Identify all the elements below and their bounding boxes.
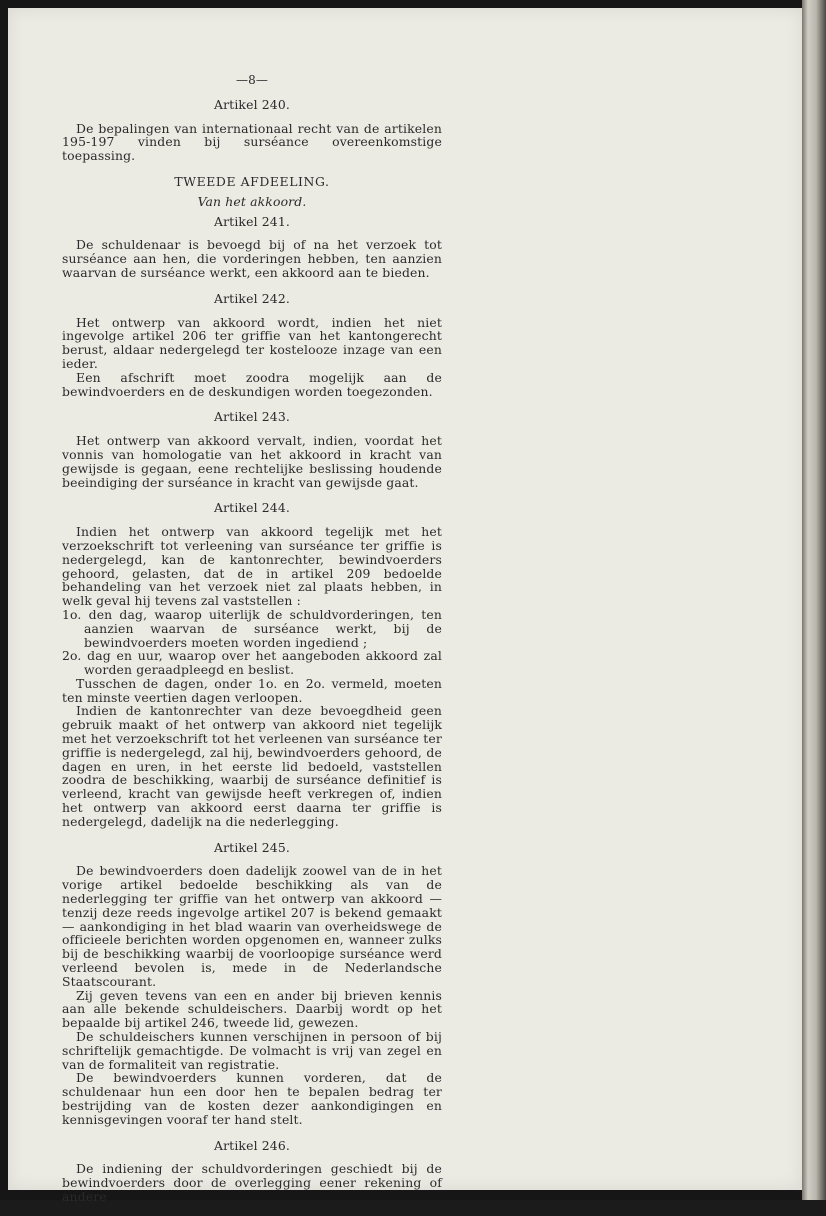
article-241 <box>62 215 442 280</box>
page-text-column <box>62 60 442 1216</box>
article-245 <box>62 841 442 1127</box>
article-240 <box>62 98 442 163</box>
page-number: —8— <box>235 73 269 87</box>
article-245-paragraph-2: Zij geven tevens van een en ander bij brieven kennis aan alle bekende schuldeischers. Daarbij wordt op het bepaalde bij artikel 246, tweede lid, gewezen. <box>62 987 442 1031</box>
article-242-paragraph-2: Een afschrift moet zoodra mogelijk aan de bewindvoerders en de deskundigen worden toegezonden. <box>62 369 442 399</box>
afdeeling-subtitle: Van het akkoord. <box>197 193 307 209</box>
article-241-heading: Artikel 241. <box>214 213 290 229</box>
article-242 <box>62 292 442 399</box>
article-244-heading: Artikel 244. <box>214 500 290 516</box>
article-246-heading: Artikel 246. <box>214 1137 290 1153</box>
article-240-heading: Artikel 240. <box>214 96 290 112</box>
article-244-list-item-2: 2o. dag en uur, waarop over het aangeboden akkoord zal worden geraadpleegd en beslist. <box>62 648 442 678</box>
article-245-paragraph-4: De bewindvoerders kunnen vorderen, dat de schuldenaar hun een door hen te bepalen bedrag ter bestrijding van de kosten dezer aankondigingen en kennisgevingen vooraf ter hand stelt. <box>62 1070 442 1127</box>
article-243 <box>62 410 442 489</box>
article-244-list-item-1: 1o. den dag, waarop uiterlijk de schuldvorderingen, ten aanzien waarvan de surséance werkt, bij de bewindvoerders moeten worden ingediend ; <box>62 606 442 650</box>
article-246 <box>62 1139 442 1204</box>
article-240-paragraph: De bepalingen van internationaal recht van de artikelen 195-197 vinden bij surséance overeenkomstige toepassing. <box>62 120 442 164</box>
article-242-paragraph-1: Het ontwerp van akkoord wordt, indien het niet ingevolge artikel 206 ter griffie van het kantongerecht berust, aldaar nedergelegd ter kostelooze inzage van een ieder. <box>62 314 442 371</box>
article-244-paragraph-3: Indien de kantonrechter van deze bevoegdheid geen gebruik maakt of het ontwerp van akkoord niet tegelijk met het verzoekschrift tot het verleenen van surséance ter griffie is nedergelegd, zal hij, bewindvoerders gehoord, de dagen en uren, in het eerste lid bedoeld, vaststellen zoodra de beschikking, waarbij de surséance definitief is verleend, kracht van gewijsde heeft verkregen of, indien het ontwerp van akkoord eerst daarna ter griffie is nedergelegd, dadelijk na die nederlegging. <box>62 703 442 829</box>
article-241-paragraph: De schuldenaar is bevoegd bij of na het verzoek tot surséance aan hen, die vorderingen hebben, ten aanzien waarvan de surséance werkt, een akkoord aan te bieden. <box>62 237 442 280</box>
article-245-heading: Artikel 245. <box>214 839 290 855</box>
article-244-paragraph-1: Indien het ontwerp van akkoord tegelijk met het verzoekschrift tot verleening van surséance ter griffie is nedergelegd, kan de kantonrechter, bewindvoerders gehoord, gelasten, dat de in artikel 209 bedoelde behandeling van het verzoek niet zal plaats hebben, in welk geval hij tevens zal vaststellen : <box>62 524 442 609</box>
article-242-heading: Artikel 242. <box>214 290 290 306</box>
article-243-heading: Artikel 243. <box>214 409 290 425</box>
article-246-paragraph: De indiening der schuldvorderingen geschiedt bij de bewindvoerders door de overlegging eener rekening of andere <box>62 1161 442 1204</box>
article-244 <box>62 501 442 828</box>
book-spine-edge <box>802 0 826 1200</box>
article-243-paragraph: Het ontwerp van akkoord vervalt, indien, voordat het vonnis van homologatie van het akkoord in kracht van gewijsde is gegaan, eene rechtelijke beslissing houdende beeindiging der surséance in kracht van gewijsde gaat. <box>62 433 442 490</box>
article-244-paragraph-2: Tusschen de dagen, onder 1o. en 2o. vermeld, moeten ten minste veertien dagen verloopen. <box>62 675 442 705</box>
afdeeling-title: TWEEDE AFDEELING. <box>174 173 330 189</box>
article-245-paragraph-1: De bewindvoerders doen dadelijk zoowel van de in het vorige artikel bedoelde beschikking als van de nederlegging ter griffie van het ontwerp van akkoord — tenzij deze reeds ingevolge artikel 207 is bekend gemaakt — aankondiging in het blad waarin van overheidswege de officieele berichten worden opgenomen en, wanneer zulks bij de beschikking waarbij de voorloopige surséance werd verleend bevolen is, mede in de Nederlandsche Staatscourant. <box>62 863 442 989</box>
article-245-paragraph-3: De schuldeischers kunnen verschijnen in persoon of bij schriftelijk gemachtigde. De volmacht is vrij van zegel en van de formaliteit van registratie. <box>62 1029 442 1072</box>
